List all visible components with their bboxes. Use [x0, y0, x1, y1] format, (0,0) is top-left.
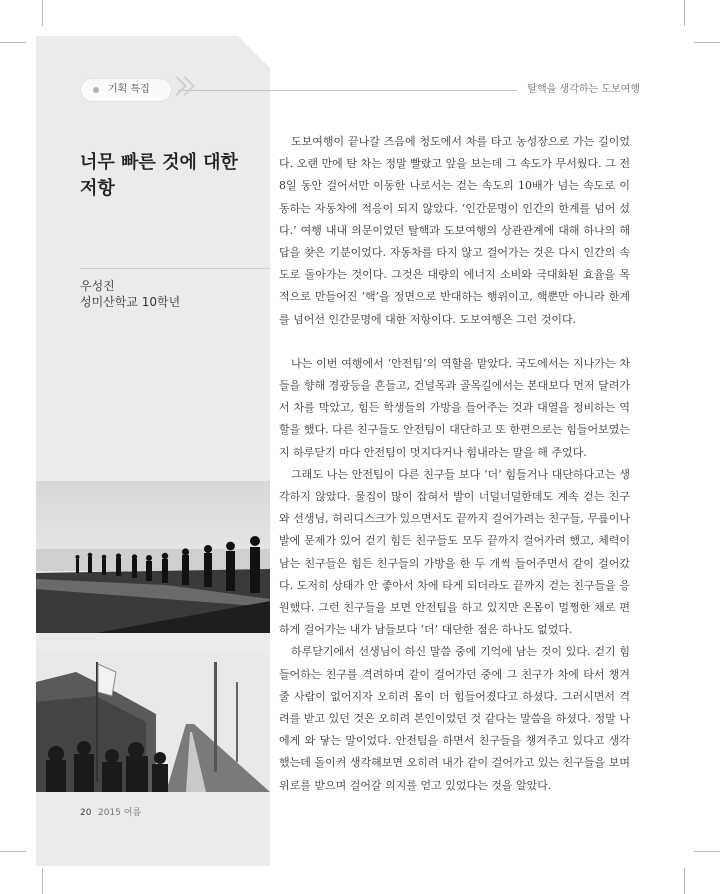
- section-tag: [80, 78, 172, 102]
- author-school: 성미산학교 10학년: [80, 295, 181, 309]
- crop-mark: [0, 851, 26, 852]
- coastal-walk-photo: [36, 481, 270, 633]
- crop-mark: [684, 868, 685, 894]
- page-number: 20: [80, 808, 92, 818]
- section-tag-label: 기획 특집: [108, 84, 150, 95]
- crop-mark: [42, 868, 43, 894]
- bullet-icon: [93, 87, 99, 93]
- paragraph: 나는 이번 여행에서 ‘안전팀’의 역할을 맡았다. 국도에서는 지나가는 차들을 향해 경광등을 흔들고, 건널목과 골목길에서는 본대보다 먼저 달려가서 차를 막았고, 힘든 학생들의 가방을 들어주는 것과 대열을 정비하는 역할을 했다. 다른 친구들도 안전팀이 대단하고 또 한편으로는 힘들어보였는지 하루닫기 마다 안전팀이 멋지다거나 힘내라는 말을 해 주었다.: [279, 356, 630, 459]
- author-name: 우성진: [80, 279, 115, 293]
- crop-mark: [694, 42, 720, 43]
- paragraph: 그래도 나는 안전팀이 다른 친구들 보다 ‘더’ 힘들거나 대단하다고는 생각하지 않았다. 물집이 많이 잡혀서 발이 너덜너덜한데도 계속 걷는 친구와 선생님, 허리디스크가 있으면서도 끝까지 걸어가려는 친구들, 무릎이나 발에 문제가 있어 걷기 힘든 친구들도 모두 끝까지 걸어가려 했고, 체력이 남는 친구들은 힘든 친구들의 가방을 한 두 개씩 들어주면서 같이 걸어갔다. 도저히 상태가 안 좋아서 차에 타게 되더라도 끝까지 걷는 친구들을 응원했다. 그런 친구들을 보면 안전팀을 하고 있지만 온몸이 멀쩡한 채로 편하게 걸어가는 내가 남들보다 ‘더’ 대단한 점은 하나도 없었다.: [279, 467, 630, 637]
- article-body: [279, 131, 630, 797]
- folded-corner: [238, 36, 270, 68]
- crop-mark: [684, 0, 685, 26]
- article-title: 너무 빠른 것에 대한 저항: [80, 152, 238, 199]
- paragraph: 하루닫기에서 선생님이 하신 말씀 중에 기억에 남는 것이 있다. 걷기 힘들어하는 친구를 격려하며 같이 걸어가던 중에 그 친구가 차에 타서 챙겨줄 사람이 없어지자 오히려 몸이 더 힘들어졌다고 하셨다. 그러시면서 격려를 받고 있던 것은 오히려 본인이었던 것 같다는 말씀을 하셨다. 정말 나에게 와 닿는 말이었다. 안전팀을 하면서 친구들을 챙겨주고 있다고 생각했는데 돌이켜 생각해보면 오히려 내가 같이 걸어가고 있는 친구들을 보며 위로를 받으며 걸어갈 의지를 얻고 있었다는 것을 알았다.: [279, 645, 630, 792]
- issue-label: 2015 여름: [98, 808, 142, 818]
- crop-mark: [42, 0, 43, 26]
- paragraph: 도보여행이 끝나갈 즈음에 청도에서 차를 타고 농성장으로 가는 길이었다. 오랜 만에 탄 차는 정말 빨랐고 앞을 보는데 그 속도가 무서웠다. 그 전 8일 동안 걸어서만 이동한 나로서는 걷는 속도의 10배가 넘는 속도로 이동하는 자동차에 적응이 되지 않았다. ‘인간문명이 인간의 한계를 넘어 섰다.’ 여행 내내 의문이었던 탈핵과 도보여행의 상관관계에 대해 하나의 해답을 찾은 기분이었다. 자동차를 타지 않고 걸어가는 것은 다시 인간의 속도로 돌아가는 것이다. 그것은 대량의 에너지 소비와 극대화된 효율을 목적으로 만들어진 ‘핵’을 정면으로 반대하는 행위이고, 핵뿐만 아니라 한계를 넘어선 인간문명에 대한 저항이다. 도보여행은 그런 것이다.: [279, 135, 630, 326]
- crop-mark: [694, 851, 720, 852]
- crop-mark: [0, 42, 26, 43]
- running-head: 탈핵을 생각하는 도보여행: [517, 84, 640, 96]
- road-walk-photo: [36, 652, 270, 792]
- author-divider: [80, 268, 270, 269]
